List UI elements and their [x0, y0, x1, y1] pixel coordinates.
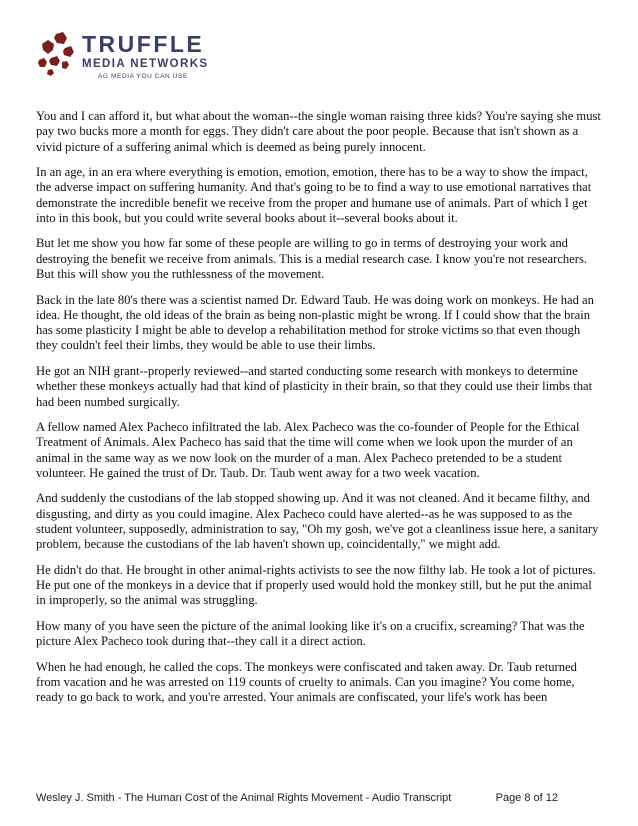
transcript-body [36, 109, 604, 716]
page-number: Page 8 of 12 [495, 792, 558, 804]
paragraph: But let me show you how far some of these people are willing to go in terms of destroying your work and destroying the benefit we receive from animals. This is a medial research case. I know you're not researchers. But this will show you the ruthlessness of the movement. [36, 236, 588, 282]
paragraph: In an age, in an era where everything is emotion, emotion, emotion, there has to be a way to show the impact, the adverse impact on suffering humanity. And that's going to be to find a way to use emotional narratives that demonstrate the incredible benefit we receive from the proper and humane use of animals. Part of which I get into in this book, but you could write several books about it--several books about it. [36, 165, 592, 225]
footer-document-title: Wesley J. Smith - The Human Cost of the Animal Rights Movement - Audio Transcript [36, 792, 452, 804]
brand-tagline: AG MEDIA YOU CAN USE [98, 73, 188, 80]
page-footer [36, 792, 604, 808]
paragraph: You and I can afford it, but what about the woman--the single woman raising three kids? You're saying she must pay two bucks more a month for eggs. They didn't care about the poor people. Because that isn't shown as a vivid picture of a suffering animal which is deemed as being purely innocent. [36, 109, 601, 154]
paragraph: A fellow named Alex Pacheco infiltrated the lab. Alex Pacheco was the co-founder of People for the Ethical Treatment of Animals. Alex Pacheco has said that the time will come when we look upon the murder of an animal in the same way as we now look on the murder of a man. Alex Pacheco pretended to be a student volunteer. He gained the trust of Dr. Taub. Dr. Taub went away for a two week vacation. [36, 419, 580, 480]
paragraph: When he had enough, he called the cops. The monkeys were confiscated and taken away. Dr. Taub returned from vacation and he was arrested on 119 counts of cruelty to animals. Can you imagine? You come home, ready to go back to work, and you're arrested. Your animals are confiscated, your life's work has been [36, 659, 577, 705]
paragraph: Back in the late 80's there was a scientist named Dr. Edward Taub. He was doing work on monkeys. He had an idea. He thought, the old ideas of the brain as being non-plastic might be wrong. If I could show that the brain has some plasticity I might be able to develop a rehabilitation method for stroke victims so that even though they couldn't feel their limbs, they would be able to use their limbs. [36, 292, 594, 353]
paragraph: He got an NIH grant--properly reviewed--and started conducting some research with monkeys to determine whether these monkeys actually had that kind of plasticity in their brain, so that they could use their limbs that had been numbed surgically. [36, 363, 593, 409]
truffle-logo-icon [36, 30, 80, 80]
truffle-media-logo [36, 30, 236, 80]
paragraph: He didn't do that. He brought in other animal-rights activists to see the now filthy lab. He took a lot of pictures. He put one of the monkeys in a device that if properly used would hold the monkey still, but he put the animal in improperly, so the animal was struggling. [36, 562, 596, 608]
brand-subtitle: MEDIA NETWORKS [82, 58, 209, 70]
paragraph: How many of you have seen the picture of the animal looking like it's on a crucifix, screaming? That was the picture Alex Pacheco took during that--they call it a direct action. [36, 618, 585, 649]
paragraph: And suddenly the custodians of the lab stopped showing up. And it was not cleaned. And it became filthy, and disgusting, and dirty as you could imagine. Alex Pacheco could have alerted--as he was supposed to as the student volunteer, supposedly, administration to say, "Oh my gosh, we've got a cleanliness issue here, a sanitary problem, because the custodians of the lab haven't shown up, coincidentally," we might add. [36, 491, 599, 552]
brand-name: TRUFFLE [82, 31, 205, 57]
